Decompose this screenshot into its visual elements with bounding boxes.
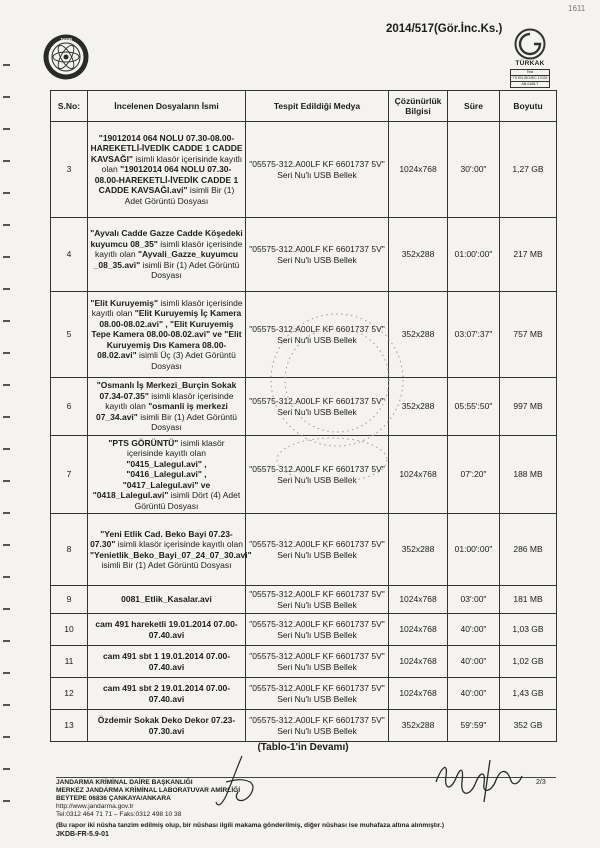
- file-name-text: cam 491 sbt 1 19.01.2014 07.00-07.40.avi: [102, 651, 231, 672]
- file-name-text: "19012014 064 NOLU 07.30-08.00-HAREKETLİ-İVEDİK CADDE 1 CADDE KAVSAĞI": [90, 132, 243, 164]
- description-text: isimli klasör içerisinde kayıtlı olan: [101, 153, 243, 175]
- footer-line: MERKEZ JANDARMA KRİMİNAL LABORATUVAR AMİRLİĞİ: [56, 787, 241, 794]
- duration-cell: 40':00": [448, 646, 500, 678]
- duration-cell: 59':59": [448, 710, 500, 742]
- duration-cell: 30':00": [448, 122, 500, 218]
- resolution-cell: 1024x768: [389, 436, 448, 514]
- binder-hole-mark: [3, 768, 10, 770]
- table-row: [51, 614, 557, 646]
- resolution-cell: 352x288: [389, 218, 448, 292]
- description-text: isimli Bir (1) Adet Görüntü Dosyası: [101, 560, 232, 570]
- row-number: 5: [51, 292, 88, 378]
- resolution-cell: 352x288: [389, 378, 448, 436]
- binder-hole-mark: [3, 576, 10, 578]
- resolution-cell: 1024x768: [389, 122, 448, 218]
- duration-cell: 07':20": [448, 436, 500, 514]
- binder-hole-mark: [3, 192, 10, 194]
- row-number: 9: [51, 586, 88, 614]
- row-number: 13: [51, 710, 88, 742]
- column-header-resolution: Çözünürlük Bilgisi: [389, 91, 448, 122]
- description-text: isimli Bir (1) Adet Görüntü Dosyası: [137, 411, 238, 433]
- file-name-text: cam 491 hareketli 19.01.2014 07.00-07.40.avi: [95, 619, 238, 640]
- binder-hole-mark: [3, 448, 10, 450]
- resolution-cell: 1024x768: [389, 614, 448, 646]
- turkak-box-line: AB-0168-T: [521, 82, 539, 86]
- size-cell: 188 MB: [500, 436, 557, 514]
- file-name-text: "Elit Kuruyemiş": [90, 297, 158, 308]
- duration-cell: 05:55':50": [448, 378, 500, 436]
- row-number: 11: [51, 646, 88, 678]
- media-cell: "05575-312.A00LF KF 6601737 5V" Seri Nu'lı USB Bellek: [246, 646, 389, 678]
- resolution-cell: 352x288: [389, 514, 448, 586]
- binder-hole-mark: [3, 352, 10, 354]
- table-row: [51, 710, 557, 742]
- table-row: [51, 292, 557, 378]
- media-cell: "05575-312.A00LF KF 6601737 5V" Seri Nu'lı USB Bellek: [246, 678, 389, 710]
- binder-hole-mark: [3, 736, 10, 738]
- file-description: [88, 292, 246, 378]
- column-header-sno: S.No:: [51, 91, 88, 122]
- file-name-text: "Ayvali_Gazze_kuyumcu _08_35.avi": [93, 249, 239, 270]
- row-number: 6: [51, 378, 88, 436]
- file-description: [88, 646, 246, 678]
- duration-cell: 01:00':00": [448, 514, 500, 586]
- media-cell: "05575-312.A00LF KF 6601737 5V" Seri Nu'lı USB Bellek: [246, 378, 389, 436]
- turkak-box-line: TS EN ISO/IEC 17025: [512, 76, 548, 80]
- binder-holes: [0, 0, 16, 848]
- size-cell: 217 MB: [500, 218, 557, 292]
- description-text: isimli Üç (3) Adet Görüntü Dosyası: [136, 350, 236, 371]
- footer-line: JANDARMA KRİMİNAL DAİRE BAŞKANLIĞI: [56, 779, 193, 786]
- file-description: [88, 678, 246, 710]
- file-name-text: cam 491 sbt 2 19.01.2014 07.00-07.40.avi: [102, 683, 231, 704]
- footer-note: (Bu rapor iki nüsha tanzim edilmiş olup, bir nüshası ilgili makama gönderilmiş, diğer nüshası ise muhafaza altına alınmıştır.): [56, 822, 445, 829]
- turkak-info-box: [510, 69, 550, 88]
- file-name-text: "Osmanlı İş Merkezi_Burçin Sokak 07.34-07.35": [96, 380, 237, 401]
- row-number: 8: [51, 514, 88, 586]
- logo-text: JKDB: [59, 37, 73, 42]
- row-number: 12: [51, 678, 88, 710]
- footer-link[interactable]: http://www.jandarma.gov.tr: [56, 803, 134, 810]
- table-body: [51, 122, 557, 742]
- row-number: 7: [51, 436, 88, 514]
- row-number: 4: [51, 218, 88, 292]
- footer-line: Tel:0312 464 71 71 – Faks:0312 498 10 38: [56, 811, 182, 818]
- media-cell: "05575-312.A00LF KF 6601737 5V" Seri Nu'lı USB Bellek: [246, 218, 389, 292]
- media-cell: "05575-312.A00LF KF 6601737 5V" Seri Nu'lı USB Bellek: [246, 436, 389, 514]
- file-description: [88, 378, 246, 436]
- description-text: isimli klasör içerisinde kayıtlı olan: [115, 539, 243, 549]
- description-text: isimli Dört (4) Adet Görüntü Dosyası: [134, 490, 241, 511]
- resolution-cell: 1024x768: [389, 678, 448, 710]
- file-name-text: "PTS GÖRÜNTÜ": [108, 437, 179, 448]
- table-row: [51, 514, 557, 586]
- file-name-text: "19012014 064 NOLU 07.30-08.00-HAREKETLİ-İVEDİK CADDE 1 CADDE KAVSAĞI.avi": [94, 164, 239, 196]
- file-description: [88, 586, 246, 614]
- file-table: [50, 90, 557, 742]
- table-caption: (Tablo-1'in Devamı): [257, 742, 349, 753]
- description-text: isimli klasör içerisinde kayıtlı olan: [127, 437, 225, 459]
- duration-cell: 40':00": [448, 678, 500, 710]
- binder-hole-mark: [3, 608, 10, 610]
- media-cell: "05575-312.A00LF KF 6601737 5V" Seri Nu'lı USB Bellek: [246, 122, 389, 218]
- resolution-cell: 352x288: [389, 710, 448, 742]
- column-header-media: Tespit Edildiği Medya: [246, 91, 389, 122]
- binder-hole-mark: [3, 64, 10, 66]
- turkak-ring-icon: [514, 28, 546, 60]
- binder-hole-mark: [3, 160, 10, 162]
- signature-left: [212, 752, 264, 812]
- file-name-text: "osmanli iş merkezi 07_34.avi": [95, 401, 228, 422]
- binder-hole-mark: [3, 480, 10, 482]
- size-cell: 1,02 GB: [500, 646, 557, 678]
- binder-hole-mark: [3, 672, 10, 674]
- description-text: isimli Bir (1) Adet Görüntü Dosyası: [140, 259, 240, 281]
- table-row: [51, 218, 557, 292]
- corner-mark: 1611: [568, 4, 586, 13]
- column-header-files: İncelenen Dosyaların İsmi: [88, 91, 246, 122]
- media-cell: "05575-312.A00LF KF 6601737 5V" Seri Nu'lı USB Bellek: [246, 514, 389, 586]
- file-description: [88, 436, 246, 514]
- binder-hole-mark: [3, 384, 10, 386]
- file-name-text: "0415_Lalegul.avi" , "0416_Lalegul.avi" , "0417_Lalegul.avi" ve "0418_Lalegul.avi": [92, 458, 211, 501]
- file-name-text: "Ayvalı Cadde Gazze Cadde Köşedeki kuyumcu 08_35": [90, 228, 243, 249]
- size-cell: 1,27 GB: [500, 122, 557, 218]
- duration-cell: 01:00':00": [448, 218, 500, 292]
- turkak-box-line: Test: [511, 70, 549, 76]
- table-row: [51, 678, 557, 710]
- size-cell: 997 MB: [500, 378, 557, 436]
- resolution-cell: 352x288: [389, 292, 448, 378]
- column-header-duration: Süre: [448, 91, 500, 122]
- size-cell: 1,03 GB: [500, 614, 557, 646]
- size-cell: 1,43 GB: [500, 678, 557, 710]
- resolution-cell: 1024x768: [389, 646, 448, 678]
- file-name-text: 0081_Etlik_Kasalar.avi: [121, 594, 212, 605]
- file-description: [88, 122, 246, 218]
- table-row: [51, 378, 557, 436]
- binder-hole-mark: [3, 512, 10, 514]
- row-number: 3: [51, 122, 88, 218]
- binder-hole-mark: [3, 288, 10, 290]
- binder-hole-mark: [3, 128, 10, 130]
- duration-cell: 40':00": [448, 614, 500, 646]
- binder-hole-mark: [3, 224, 10, 226]
- duration-cell: 03:07':37": [448, 292, 500, 378]
- file-description: [88, 710, 246, 742]
- file-name-text: Özdemir Sokak Deko Dekor 07.23-07.30.avi: [97, 715, 236, 736]
- turkak-label: TÜRKAK: [515, 60, 545, 67]
- binder-hole-mark: [3, 800, 10, 802]
- binder-hole-mark: [3, 640, 10, 642]
- binder-hole-mark: [3, 704, 10, 706]
- table-row: [51, 646, 557, 678]
- description-text: isimli klasör içerisinde kayıtlı olan: [94, 238, 243, 260]
- row-number: 10: [51, 614, 88, 646]
- table-row: [51, 122, 557, 218]
- binder-hole-mark: [3, 544, 10, 546]
- size-cell: 352 GB: [500, 710, 557, 742]
- page-number: 2/3: [536, 779, 546, 786]
- table-header-row: [51, 91, 557, 122]
- file-description: [88, 614, 246, 646]
- file-description: [88, 218, 246, 292]
- media-cell: "05575-312.A00LF KF 6601737 5V" Seri Nu'lı USB Bellek: [246, 710, 389, 742]
- size-cell: 181 MB: [500, 586, 557, 614]
- description-text: isimli klasör içerisinde kayıtlı olan: [105, 390, 234, 412]
- media-cell: "05575-312.A00LF KF 6601737 5V" Seri Nu'lı USB Bellek: [246, 292, 389, 378]
- turkak-accreditation-mark: [507, 28, 553, 90]
- binder-hole-mark: [3, 416, 10, 418]
- signature-right: [430, 752, 540, 810]
- description-text: isimli Bir (1) Adet Görüntü Dosyası: [124, 185, 235, 206]
- file-name-text: "Elit Kuruyemiş İç Kamera 08.00-08.02.avi" , "Elit Kuruyemiş Tepe Kamera 08.00-08.02.avi" ve "Elit Kuruyemiş Dıs Kamera 08.00-08.02.avi": [91, 308, 242, 361]
- duration-cell: 03':00": [448, 586, 500, 614]
- form-code: JKDB-FR-5.9-01: [56, 831, 109, 838]
- report-reference: 2014/517(Gör.İnc.Ks.): [386, 23, 503, 35]
- jkdb-logo: [42, 33, 90, 81]
- binder-hole-mark: [3, 320, 10, 322]
- column-header-size: Boyutu: [500, 91, 557, 122]
- size-cell: 757 MB: [500, 292, 557, 378]
- binder-hole-mark: [3, 96, 10, 98]
- file-name-text: "Yenietlik_Beko_Bayi_07_24_07_30.avi": [90, 549, 252, 560]
- table-row: [51, 586, 557, 614]
- media-cell: "05575-312.A00LF KF 6601737 5V" Seri Nu'lı USB Bellek: [246, 586, 389, 614]
- binder-hole-mark: [3, 256, 10, 258]
- media-cell: "05575-312.A00LF KF 6601737 5V" Seri Nu'lı USB Bellek: [246, 614, 389, 646]
- description-text: isimli klasör içerisinde kayıtlı olan: [91, 297, 243, 319]
- file-description: [88, 514, 252, 586]
- file-name-text: "Yeni Etlik Cad. Beko Bayi 07.23-07.30": [90, 528, 233, 549]
- resolution-cell: 1024x768: [389, 586, 448, 614]
- footer-line: BEYTEPE 06836 ÇANKAYA/ANKARA: [56, 795, 171, 802]
- table-row: [51, 436, 557, 514]
- size-cell: 286 MB: [500, 514, 557, 586]
